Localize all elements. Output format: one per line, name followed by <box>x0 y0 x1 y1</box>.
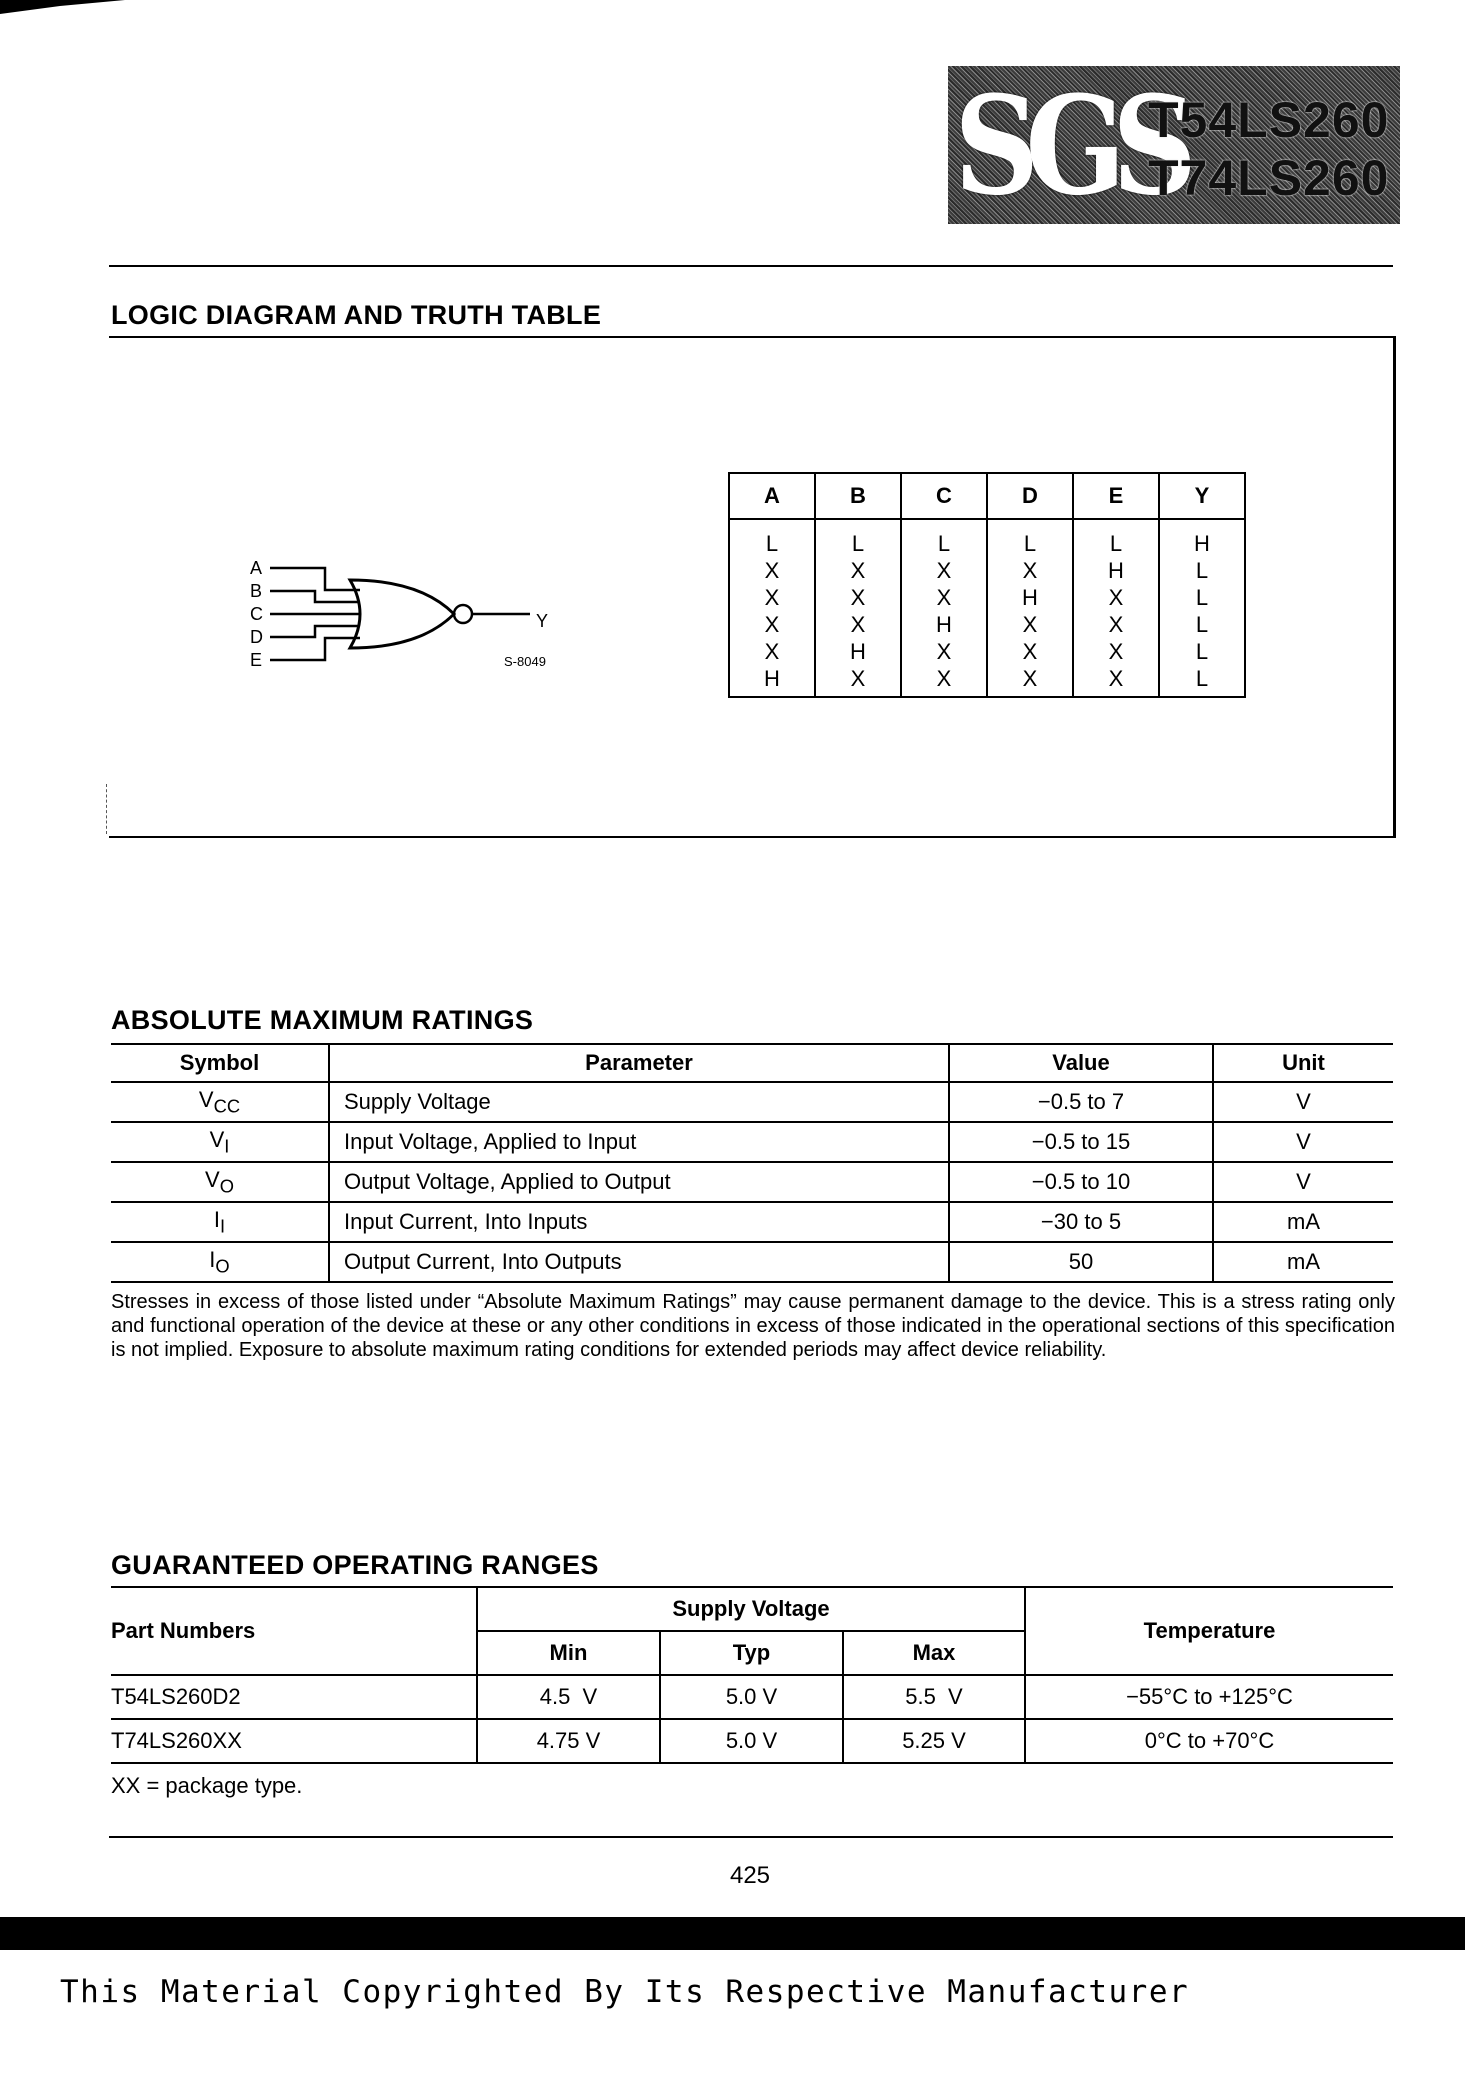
truth-cell: X <box>987 638 1073 665</box>
page-number: 425 <box>729 1862 771 1889</box>
ranges-table <box>111 1586 1393 1764</box>
logic-section-title: LOGIC DIAGRAM AND TRUTH TABLE <box>111 300 602 330</box>
range-typ: 5.0 V <box>660 1675 843 1719</box>
truth-cell: H <box>1159 519 1245 557</box>
rating-value: −0.5 to 10 <box>949 1162 1213 1202</box>
rating-parameter: Output Voltage, Applied to Output <box>329 1162 949 1202</box>
gate-wires <box>270 568 530 660</box>
table-row <box>111 1162 1393 1202</box>
rating-symbol <box>111 1122 329 1162</box>
table-row <box>111 1082 1393 1122</box>
truth-cell: H <box>987 584 1073 611</box>
truth-col-b: B <box>815 473 901 519</box>
truth-cell: X <box>987 611 1073 638</box>
input-label-e: E <box>250 650 263 670</box>
rating-unit: V <box>1213 1162 1393 1202</box>
rating-value: 50 <box>949 1242 1213 1282</box>
truth-cell: L <box>1159 611 1245 638</box>
truth-cell: L <box>1159 557 1245 584</box>
truth-row <box>729 584 1245 611</box>
range-typ: 5.0 V <box>660 1719 843 1763</box>
truth-cell: X <box>1073 665 1159 697</box>
symbol-subscript: CC <box>213 1095 241 1117</box>
sgs-logo-block <box>948 66 1400 224</box>
ranges-col-min: Min <box>477 1631 660 1675</box>
ratings-col-unit: Unit <box>1213 1044 1393 1082</box>
range-temp: 0°C to +70°C <box>1025 1719 1393 1763</box>
truth-cell: X <box>815 665 901 697</box>
truth-cell: X <box>901 584 987 611</box>
range-min: 4.5 V <box>477 1675 660 1719</box>
ratings-note: Stresses in excess of those listed under “Absolute Maximum Ratings” may cause permanent damage to the device. This is a stress rating only and functional operation of the device at these or any other conditions in excess of those indicated in the operational sections of this specification is not implied. Exposure to absolute maximum rating conditions for extended periods may affect device reliability. <box>111 1291 1395 1361</box>
sgs-logo: SGS <box>954 66 1184 224</box>
table-row <box>111 1675 1393 1719</box>
scan-corner-mark <box>0 0 125 14</box>
rating-unit: mA <box>1213 1242 1393 1282</box>
ratings-col-parameter: Parameter <box>329 1044 949 1082</box>
truth-row <box>729 665 1245 697</box>
figure-ref: S-8049 <box>504 654 546 669</box>
input-label-a: A <box>250 558 263 578</box>
symbol-subscript: O <box>219 1175 234 1197</box>
symbol-subscript: O <box>215 1255 230 1277</box>
rating-symbol <box>111 1202 329 1242</box>
ratings-col-symbol: Symbol <box>111 1044 329 1082</box>
rating-value: −0.5 to 7 <box>949 1082 1213 1122</box>
table-row <box>111 1719 1393 1763</box>
truth-cell: L <box>815 519 901 557</box>
rating-symbol <box>111 1242 329 1282</box>
truth-cell: X <box>901 557 987 584</box>
ranges-section-title: GUARANTEED OPERATING RANGES <box>111 1550 599 1580</box>
truth-col-e: E <box>1073 473 1159 519</box>
rating-parameter: Output Current, Into Outputs <box>329 1242 949 1282</box>
range-part: T74LS260XX <box>111 1719 477 1763</box>
truth-col-y: Y <box>1159 473 1245 519</box>
truth-cell: H <box>729 665 815 697</box>
table-row <box>111 1242 1393 1282</box>
part-number-74: T74LS260 <box>1148 150 1390 206</box>
ratings-col-value: Value <box>949 1044 1213 1082</box>
truth-col-c: C <box>901 473 987 519</box>
truth-table <box>728 472 1246 698</box>
rating-symbol <box>111 1082 329 1122</box>
truth-table-header <box>729 473 1245 519</box>
truth-cell: L <box>1159 638 1245 665</box>
table-row <box>111 1122 1393 1162</box>
truth-col-d: D <box>987 473 1073 519</box>
truth-cell: X <box>729 611 815 638</box>
truth-cell: X <box>815 557 901 584</box>
truth-cell: H <box>815 638 901 665</box>
ranges-col-typ: Typ <box>660 1631 843 1675</box>
rating-unit: mA <box>1213 1202 1393 1242</box>
symbol-subscript: I <box>224 1135 230 1157</box>
truth-cell: X <box>1073 611 1159 638</box>
truth-cell: L <box>1073 519 1159 557</box>
ranges-col-temp: Temperature <box>1025 1587 1393 1675</box>
range-temp: −55°C to +125°C <box>1025 1675 1393 1719</box>
header-rule <box>109 265 1393 267</box>
truth-cell: H <box>901 611 987 638</box>
truth-cell: L <box>1159 584 1245 611</box>
range-part: T54LS260D2 <box>111 1675 477 1719</box>
symbol-letter: I <box>209 1246 216 1272</box>
truth-row <box>729 638 1245 665</box>
copyright-notice: This Material Copyrighted By Its Respective Manufacturer <box>60 1974 1190 2010</box>
truth-cell: X <box>987 557 1073 584</box>
range-max: 5.25 V <box>843 1719 1025 1763</box>
table-row <box>111 1202 1393 1242</box>
ratings-table <box>111 1043 1393 1283</box>
ratings-section-title: ABSOLUTE MAXIMUM RATINGS <box>111 1005 534 1035</box>
output-label-y: Y <box>536 611 549 631</box>
range-max: 5.5 V <box>843 1675 1025 1719</box>
input-label-b: B <box>250 581 263 601</box>
symbol-letter: I <box>213 1206 221 1232</box>
part-number-54: T54LS260 <box>1148 92 1390 148</box>
truth-cell: H <box>1073 557 1159 584</box>
ranges-col-max: Max <box>843 1631 1025 1675</box>
truth-cell: X <box>901 638 987 665</box>
truth-cell: X <box>987 665 1073 697</box>
truth-cell: L <box>987 519 1073 557</box>
truth-row <box>729 611 1245 638</box>
truth-cell: X <box>729 638 815 665</box>
symbol-letter: V <box>198 1086 214 1112</box>
range-min: 4.75 V <box>477 1719 660 1763</box>
truth-cell: X <box>729 557 815 584</box>
ratings-header-row <box>111 1044 1393 1082</box>
nor-gate-diagram <box>230 545 590 685</box>
footer-rule <box>109 1836 1393 1838</box>
package-footnote: XX = package type. <box>111 1773 303 1798</box>
truth-cell: X <box>815 584 901 611</box>
symbol-letter: V <box>205 1166 220 1192</box>
truth-cell: X <box>815 611 901 638</box>
truth-row <box>729 557 1245 584</box>
input-label-c: C <box>250 604 263 624</box>
rating-value: −0.5 to 15 <box>949 1122 1213 1162</box>
rating-unit: V <box>1213 1082 1393 1122</box>
truth-cell: L <box>901 519 987 557</box>
input-label-d: D <box>250 627 263 647</box>
symbol-letter: V <box>209 1126 225 1152</box>
truth-cell: X <box>901 665 987 697</box>
truth-cell: X <box>729 584 815 611</box>
rating-symbol <box>111 1162 329 1202</box>
ranges-col-part: Part Numbers <box>111 1587 477 1675</box>
rating-parameter: Input Current, Into Inputs <box>329 1202 949 1242</box>
truth-row <box>729 519 1245 557</box>
symbol-subscript: I <box>220 1215 226 1237</box>
box-edge-mark <box>106 784 109 834</box>
truth-cell: X <box>1073 584 1159 611</box>
truth-cell: L <box>729 519 815 557</box>
rating-value: −30 to 5 <box>949 1202 1213 1242</box>
bottom-bar <box>0 1917 1465 1950</box>
truth-col-a: A <box>729 473 815 519</box>
ranges-col-supply: Supply Voltage <box>477 1587 1025 1631</box>
truth-cell: L <box>1159 665 1245 697</box>
rating-parameter: Input Voltage, Applied to Input <box>329 1122 949 1162</box>
rating-unit: V <box>1213 1122 1393 1162</box>
truth-cell: X <box>1073 638 1159 665</box>
rating-parameter: Supply Voltage <box>329 1082 949 1122</box>
